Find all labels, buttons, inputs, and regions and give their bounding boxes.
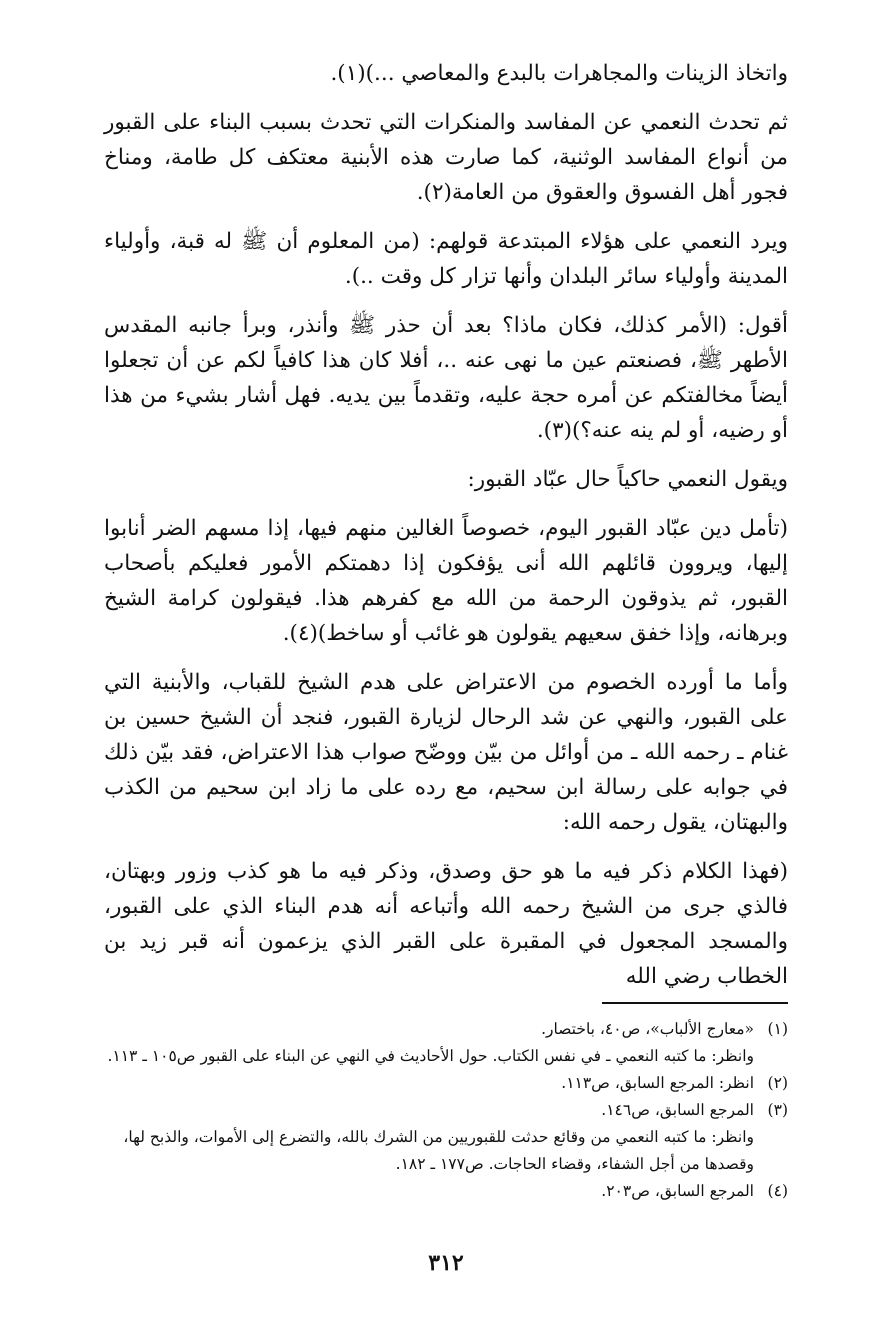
footnote-item (104, 1070, 788, 1097)
footnote-text: وانظر: ما كتبه النعمي من وقائع حدثت للقبوريين من الشرك بالله، والتضرع إلى الأموات، والذبح لها، وقصدها من أجل الشفاء، وقضاء الحاجات. ص١٧٧ ـ ١٨٢. (123, 1128, 754, 1173)
footnote-item (104, 1097, 788, 1124)
footnote-text: المرجع السابق، ص١٤٦. (601, 1101, 754, 1119)
page-number: ٣١٢ (428, 1250, 464, 1276)
footnote-number: (٤) (767, 1182, 788, 1200)
footnote-text: المرجع السابق، ص٢٠٣. (601, 1182, 754, 1200)
paragraph: ثم تحدث النعمي عن المفاسد والمنكرات التي تحدث بسبب البناء على القبور من أنواع المفاسد الوثنية، كما صارت هذه الأبنية معتكف كل طامة، ومناخ فجور أهل الفسوق والعقوق من العامة(٢). (104, 110, 788, 205)
footnote-number: (٣) (767, 1101, 788, 1119)
paragraph: أقول: (الأمر كذلك، فكان ماذا؟ بعد أن حذر ﷺ وأنذر، وبرأ جانبه المقدس الأطهر ﷺ، فصنعتم عين ما نهى عنه ..، أفلا كان هذا كافياً لكم عن أن تجعلوا أيضاً مخالفتكم عن أمره حجة عليه، وتقدماً بين يديه. فهل أشار بشيء من هذا أو رضيه، أو لم ينه عنه؟)(٣). (104, 313, 788, 443)
footnote-number: (١) (767, 1020, 788, 1038)
main-text (104, 56, 788, 1008)
footnote-text: «معارج الألباب»، ص٤٠، باختصار. (541, 1020, 754, 1038)
paragraph: (فهذا الكلام ذكر فيه ما هو حق وصدق، وذكر فيه ما هو كذب وزور وبهتان، فالذي جرى من الشيخ رحمه الله وأتباعه أنه هدم البناء الذي على القبور، والمسجد المجعول في المقبرة على القبر الذي يزعمون أنه قبر زيد بن الخطاب رضي الله (104, 859, 788, 989)
footnote-text: انظر: المرجع السابق، ص١١٣. (561, 1074, 754, 1092)
footnote-item (104, 1178, 788, 1205)
footnote-number (754, 1124, 788, 1178)
footnotes (104, 1016, 788, 1205)
footnote-number (754, 1043, 788, 1070)
footnote-item (104, 1043, 788, 1070)
footnote-item (104, 1124, 788, 1178)
footnote-separator (602, 1002, 788, 1004)
paragraph: واتخاذ الزينات والمجاهرات بالبدع والمعاصي ...)(١). (330, 61, 788, 86)
paragraph: ويرد النعمي على هؤلاء المبتدعة قولهم: (من المعلوم أن ﷺ له قبة، وأولياء المدينة وأولياء سائر البلدان وأنها تزار كل وقت ..). (104, 229, 788, 289)
footnote-text: وانظر: ما كتبه النعمي ـ في نفس الكتاب. حول الأحاديث في النهي عن البناء على القبور ص١٠٥ ـ ١١٣. (107, 1047, 754, 1065)
paragraph: (تأمل دين عبّاد القبور اليوم، خصوصاً الغالين منهم فيها، إذا مسهم الضر أنابوا إليها، ويروون قائلهم الله أنى يؤفكون إذا دهمتكم الأمور فعليكم بأصحاب القبور، ثم يذوقون الرحمة من الله مع كفرهم هذا. فيقولون كرامة الشيخ وبرهانه، وإذا خفق سعيهم يقولون هو غائب أو ساخط)(٤). (104, 516, 788, 646)
footnote-item (104, 1016, 788, 1043)
footnote-number: (٢) (767, 1074, 788, 1092)
paragraph: ويقول النعمي حاكياً حال عبّاد القبور: (467, 467, 788, 492)
paragraph: وأما ما أورده الخصوم من الاعتراض على هدم الشيخ للقباب، والأبنية التي على القبور، والنهي عن شد الرحال لزيارة القبور، فنجد أن الشيخ حسين بن غنام ـ رحمه الله ـ من أوائل من بيّن ووضّح صواب هذا الاعتراض، فقد بيّن ذلك في جوابه على رسالة ابن سحيم، مع رده على ما زاد ابن سحيم من الكذب والبهتان، يقول رحمه الله: (104, 670, 788, 835)
